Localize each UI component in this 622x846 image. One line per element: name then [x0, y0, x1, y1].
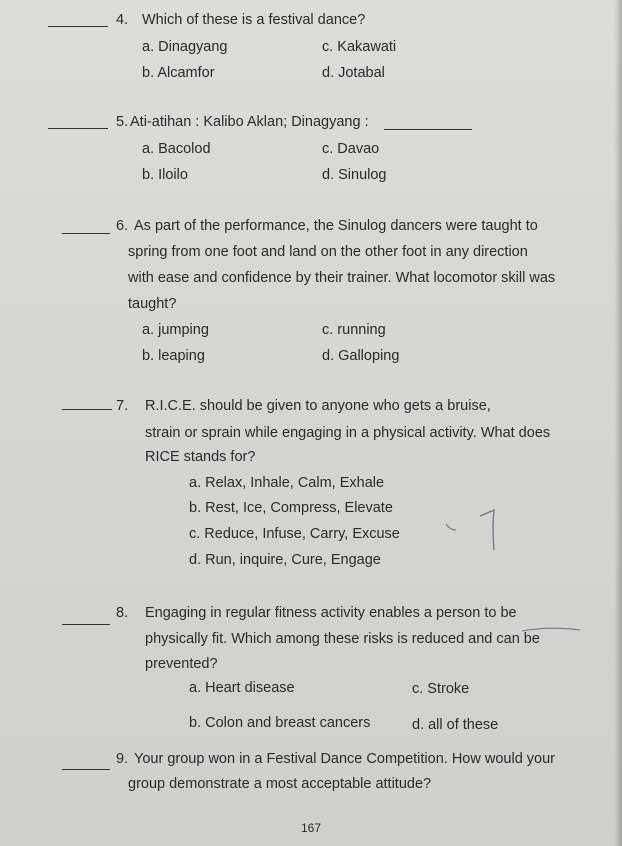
question-stem-line-3: prevented?: [145, 656, 218, 672]
question-stem-line-1: Your group won in a Festival Dance Competition. How would your: [134, 751, 555, 767]
question-number: 9.: [116, 751, 129, 767]
question-number: 5.: [116, 114, 129, 130]
choice-c: c. Reduce, Infuse, Carry, Excuse: [189, 526, 400, 542]
choice-b: b. Iloilo: [142, 167, 188, 183]
handwritten-pen-mark: [442, 508, 512, 554]
choice-d: d. all of these: [412, 717, 499, 733]
question-number: 8.: [116, 605, 129, 621]
choice-c: c. running: [322, 322, 386, 338]
choice-b: b. leaping: [142, 348, 205, 364]
choice-d: d. Jotabal: [322, 65, 385, 81]
answer-blank-6: [62, 233, 110, 234]
page-edge-shadow: [614, 0, 622, 846]
answer-blank-5: [48, 128, 108, 129]
choice-a: a. Heart disease: [189, 680, 295, 696]
choice-a: a. Relax, Inhale, Calm, Exhale: [189, 475, 385, 491]
handwritten-overline-mark: [520, 624, 582, 634]
choice-a: a. jumping: [142, 322, 209, 338]
question-stem: Which of these is a festival dance?: [142, 12, 366, 28]
question-stem-line-3: with ease and confidence by their trainer. What locomotor skill was: [128, 270, 556, 286]
choice-b: b. Alcamfor: [142, 65, 215, 81]
question-stem-line-1: R.I.C.E. should be given to anyone who gets a bruise,: [145, 398, 491, 414]
question-stem-line-1: As part of the performance, the Sinulog dancers were taught to: [134, 218, 538, 234]
question-stem-line-3: RICE stands for?: [145, 449, 256, 465]
inline-answer-blank: [384, 129, 472, 130]
answer-blank-4: [48, 26, 108, 27]
question-number: 4.: [116, 12, 129, 28]
question-stem-line-2: spring from one foot and land on the other foot in any direction: [128, 244, 528, 260]
question-stem-line-4: taught?: [128, 296, 177, 312]
question-stem: Ati-atihan : Kalibo Aklan; Dinagyang :: [130, 114, 369, 130]
choice-a: a. Bacolod: [142, 141, 211, 157]
choice-a: a. Dinagyang: [142, 39, 228, 55]
question-stem-line-1: Engaging in regular fitness activity enables a person to be: [145, 605, 517, 621]
choice-d: d. Galloping: [322, 348, 400, 364]
page-number: 167: [301, 821, 322, 835]
choice-c: c. Stroke: [412, 681, 470, 697]
question-stem-line-2: strain or sprain while engaging in a physical activity. What does: [145, 425, 551, 441]
answer-blank-7: [62, 409, 112, 410]
question-stem-line-2: group demonstrate a most acceptable attitude?: [128, 776, 432, 792]
choice-d: d. Run, inquire, Cure, Engage: [189, 552, 381, 568]
question-number: 7.: [116, 398, 129, 414]
choice-c: c. Davao: [322, 141, 380, 157]
choice-b: b. Colon and breast cancers: [189, 715, 371, 731]
answer-blank-8: [62, 624, 110, 625]
question-stem-line-2: physically fit. Which among these risks is reduced and can be: [145, 631, 540, 647]
answer-blank-9: [62, 769, 110, 770]
choice-c: c. Kakawati: [322, 39, 397, 55]
choice-d: d. Sinulog: [322, 167, 387, 183]
question-number: 6.: [116, 218, 129, 234]
choice-b: b. Rest, Ice, Compress, Elevate: [189, 500, 393, 516]
